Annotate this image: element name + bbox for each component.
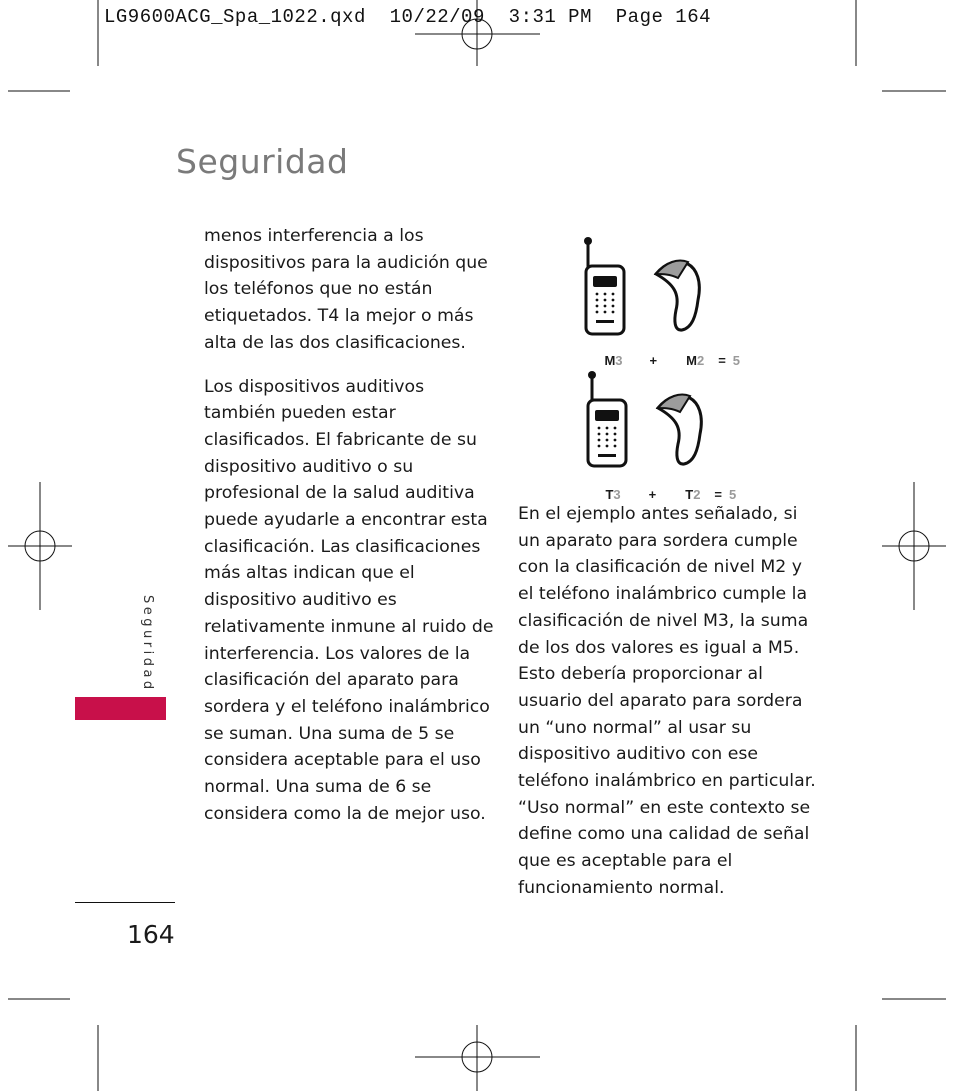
paragraph-1: menos interferencia a los dispositivos para la audición que los teléfonos que no están etiquetados. T4 la mejor o más alta de las dos clasificaciones.	[204, 226, 488, 353]
page-title: Seguridad	[176, 142, 349, 181]
rating-row-t: T3 + T2 = 5	[605, 487, 737, 502]
footer-rule	[75, 902, 175, 903]
section-tab	[75, 697, 166, 720]
left-column	[204, 223, 504, 827]
hearing-aid-icon	[646, 254, 710, 336]
right-column	[518, 501, 818, 902]
rating-figure	[580, 236, 750, 502]
page-number: 164	[127, 920, 175, 949]
section-side-label: Seguridad	[140, 595, 155, 693]
cell-phone-icon	[582, 370, 632, 472]
paragraph-2: Los dispositivos auditivos también pueden estar clasificados. El fabricante de su dispositivo auditivo o su profesional de la salud auditiva puede ayudarle a encontrar esta clasificación. Las clasificaciones más altas indican que el dispositivo auditivo es relativamente inmune al ruido de interferencia. Los valores de la clasificación del aparato para sordera y el teléfono inalámbrico se suman. Una suma de 5 se considera aceptable para el uso normal. Una suma de 6 se considera como la de mejor uso.	[204, 376, 494, 824]
hearing-aid-icon	[648, 388, 712, 470]
print-slug: LG9600ACG_Spa_1022.qxd 10/22/09 3:31 PM Page 164	[104, 6, 711, 28]
cell-phone-icon	[580, 236, 630, 338]
rating-row-m: M3 + M2 = 5	[604, 353, 741, 368]
paragraph-3: En el ejemplo antes señalado, si un aparato para sordera cumple con la clasificación de nivel M2 y el teléfono inalámbrico cumple la clasificación de nivel M3, la suma de los dos valores es igual a M5. Esto debería proporcionar al usuario del aparato para sordera un “uno normal” al usar su dispositivo auditivo con ese teléfono inalámbrico en particular. “Uso normal” en este contexto se define como una calidad de señal que es aceptable para el funcionamiento normal.	[518, 504, 816, 898]
